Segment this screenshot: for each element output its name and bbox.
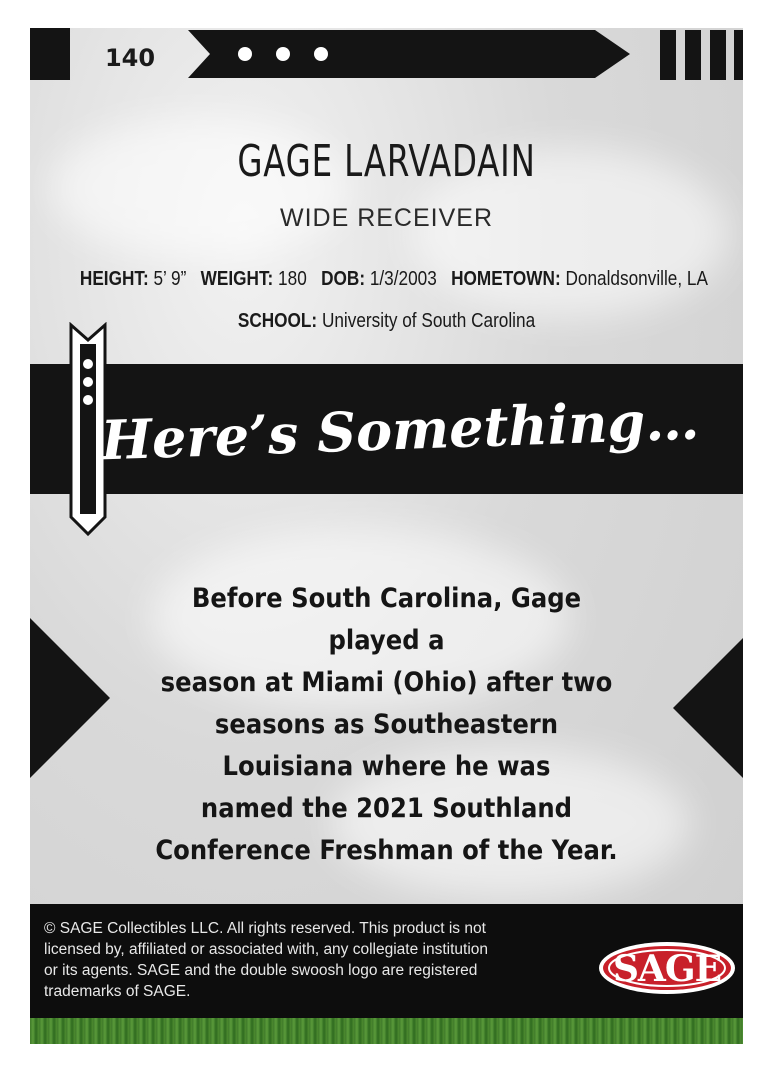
- left-arrow-decoration-icon: [30, 618, 110, 778]
- banner-heading: Here’s Something…: [99, 387, 701, 473]
- height-value: 5’ 9”: [153, 268, 187, 290]
- weight-value: 180: [278, 268, 307, 290]
- player-position: WIDE RECEIVER: [279, 204, 494, 232]
- dob-label: DOB:: [321, 268, 366, 290]
- copyright-line: trademarks of SAGE.: [44, 983, 191, 1000]
- fact-line: season at Miami (Ohio) after two: [160, 667, 613, 698]
- sage-logo-text: SAGE: [612, 948, 722, 990]
- grass-strip: [30, 1018, 743, 1044]
- copyright-notice: [44, 918, 554, 1002]
- card-number: 140: [104, 44, 156, 72]
- school-value: University of South Carolina: [321, 310, 536, 332]
- copyright-line: or its agents. SAGE and the double swoosh logo are registered: [44, 962, 478, 979]
- right-arrow-decoration-icon: [673, 638, 743, 778]
- dob-value: 1/3/2003: [369, 268, 437, 290]
- fact-line: named the 2021 Southland: [200, 793, 573, 824]
- hometown-value: Donaldsonville, LA: [565, 268, 708, 290]
- fact-line: Before South Carolina, Gage played a: [191, 583, 582, 656]
- fact-line: Louisiana where he was: [222, 751, 551, 782]
- school-line: [80, 310, 693, 333]
- copyright-line: © SAGE Collectibles LLC. All rights reserved. This product is not: [44, 920, 486, 937]
- hometown-label: HOMETOWN:: [451, 268, 561, 290]
- height-label: HEIGHT:: [79, 268, 149, 290]
- fact-line: Conference Freshman of the Year.: [155, 835, 618, 866]
- fact-paragraph: [147, 578, 627, 872]
- copyright-line: licensed by, affiliated or associated with, any collegiate institution: [44, 941, 489, 958]
- trading-card-back: [30, 28, 743, 1044]
- weight-label: WEIGHT:: [200, 268, 274, 290]
- stats-line: [79, 268, 708, 291]
- player-name: GAGE LARVADAIN: [237, 136, 536, 187]
- school-label: SCHOOL:: [237, 310, 318, 332]
- fact-line: seasons as Southeastern: [214, 709, 559, 740]
